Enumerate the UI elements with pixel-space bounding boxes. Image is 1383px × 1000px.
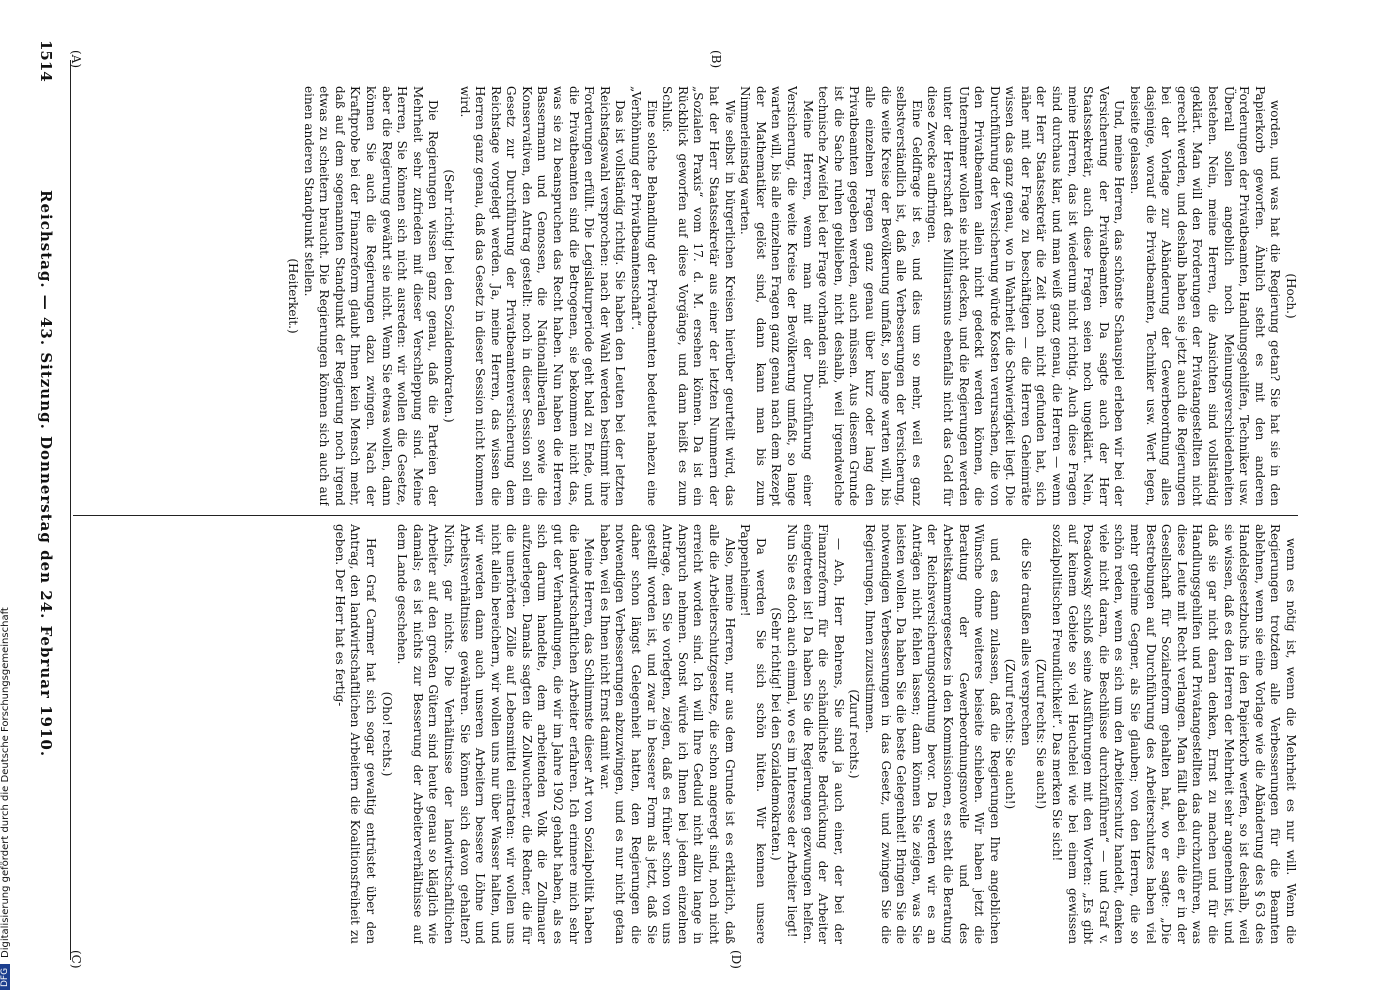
paragraph: Das ist vollständig richtig. Sie haben den Leuten bei der letzten Reichstagswahl versprochen: nach der Wahl werden bestimmt ihre Forderungen erfüllt. Die Legislaturperiode geht bald zu Ende, und die Privatbeamten sind die Betrogenen, sie bekommen nicht das, was sie zu beanspruchen das Recht haben. Nun haben die Herren Bassermann und Genossen, die Nationalliberalen sowie die Konservativen, den Antrag gestellt: noch in dieser Session soll ein Gesetz zur Durchführung der Privatbeamtenversicherung dem Reichstage vorgelegt werden. Ja, meine Herren, das wissen die Herren ganz genau, daß das Gesetz in dieser Session nicht kommen wird. bbox=[457, 86, 628, 506]
paragraph: Da werden Sie sich schön hüten. Wir kennen unsere Pappenheimer! bbox=[738, 524, 768, 944]
paragraph: Eine solche Behandlung der Privatbeamten bedeutet nahezu eine „Verhöhnung der Privatbeamtenschaft“. bbox=[629, 86, 659, 506]
interjection: (Oho! rechts.) bbox=[379, 691, 394, 777]
paragraph: Eine Geldfrage ist es, und dies um so mehr, weil es ganz selbstverständlich ist, daß alle Verbesserungen der Versicherung, die weite Kreise der Bevölkerung umfaßt, so lange warten will, bis alle einzelnen Fragen ganz genau über kurz oder lang den Privatbeamten gegeben werden, auch müssen. Aus diesem Grunde ist die Sache ruhen geblieben, nicht deshalb, weil irgendwelche technische Zweifel bei der Frage vorhanden sind. bbox=[816, 86, 924, 506]
dfg-logo-text: DFG bbox=[0, 967, 10, 987]
paragraph: worden, und was hat die Regierung getan? Sie hat sie in den Papierkorb geworfen. Ähnlich steht es mit den anderen Forderungen der Privatbeamten, Handlungsgehilfen, Techniker usw. Überall sollen angeblich noch Meinungsverschiedenheiten bestehen. Nein, meine Herren, die Ansichten sind vollständig geklärt. Man will den Forderungen der Privatangestellten nicht gerecht werden, und deshalb haben sie jetzt auch die Regierungen bei der Vorlage zur Abänderung der Gewerbeordnung alles dasjenige, worauf die Privatbeamten, Techniker usw. Wert legen, beiseite gelassen. bbox=[1128, 86, 1283, 506]
page-header bbox=[31, 40, 61, 960]
page-title: Reichstag. — 43. Sitzung. Donnerstag den 24. Februar 1910. bbox=[37, 190, 55, 758]
paragraph: Und, meine Herren, das schönste Schauspiel erleben wir bei der Versicherung der Privatbeamten. Da sagte auch der Herr Staatssekretär, auch diese Fragen seien noch ungeklärt. Nein, meine Herren, das ist wiederum nicht richtig. Auch diese Fragen sind durchaus klar, und man weiß ganz genau, die Herren — wenn der Herr Staatssekretär die Zeit noch nicht gefunden hat, sich näher mit der Frage zu beschäftigen — die Herren Geheimräte wissen das ganz genau, wo in Wahrheit die Schwierigkeit liegt. Die Durchführung der Versicherung würde Kosten verursachen, die von den Privatbeamten allein nicht gedeckt werden können, die Unternehmer wollen sie nicht decken, und die Regierungen werden unter der Herrschaft des Militarismus ebenfalls nicht das Geld für diese Zwecke aufbringen. bbox=[925, 86, 1127, 506]
margin-mark-d: (D) bbox=[729, 950, 743, 969]
right-column bbox=[78, 524, 1298, 944]
paragraph: Meine Herren, wenn man mit der Durchführung einer Versicherung, die weite Kreise der Bevölkerung umfaßt, so lange warten will, bis alle einzelnen Fragen ganz genau nach dem Rezept der Mathematiker gelöst sind, dann kann man bis zum Nimmerleinstag warten. bbox=[738, 86, 815, 506]
interjection: (Zuruf rechts: Sie auch!) bbox=[1034, 658, 1049, 810]
paragraph: wenn es nötig ist, wenn die Mehrheit es nur will. Wenn die Regierungen trotzdem alle Verbesserungen für die Beamten ablehnen, wenn sie eine Vorlage wie die Abänderung des § 63 des Handelsgesetzbuchs in den Papierkorb werfen, so ist deshalb, weil sie wissen, daß es den Herren der Mehrheit sehr angenehm ist, und daß sie gar nicht daran denken, Ernst zu machen und für die Handlungsgehilfen und Privatangestellten das durchzuführen, was diese Leute mit Recht verlangen. Man fällt dabei ein, die er in der Gesellschaft für Sozialreform gehalten hat, wo er sagte: „Die Bestrebungen auf Durchführung des Arbeiterschutzes haben viel mehr geheime Gegner, als Sie glauben; von den Herren, die so schön reden, wenn es sich um den Arbeiterschutz handelt, denken viele nicht daran, die Beschlüsse durchzuführen“ — und Graf v. Posadowsky schloß seine Ausführungen mit den Worten: „Es gibt auf keinem Gebiete so viel Heuchelei wie bei einem gewissen sozialpolitischen Freundlichkeit“. Das merken Sie sich! bbox=[1050, 524, 1298, 944]
paragraph: Wie selbst in bürgerlichen Kreisen hierüber geurteilt wird, das hat der Herr Staatssekretär aus einer der letzten Nummern der „Sozialen Praxis“ vom 17. d. M. ersehen können. Da ist ein Rückblick geworfen auf diese Vorgänge, und dann heißt es zum Schluß: bbox=[660, 86, 737, 506]
digitization-credit: Digitalisierung gefördert durch die Deutsche Forschungsgemeinschaft bbox=[0, 607, 11, 958]
page-number: 1514 bbox=[37, 40, 55, 82]
interjection: (Sehr richtig! bei den Sozialdemokraten.) bbox=[769, 607, 784, 861]
speaker-name: (Hoch.) bbox=[1284, 273, 1298, 319]
left-column bbox=[78, 86, 1298, 506]
column-divider bbox=[73, 515, 1298, 516]
interjection: (Zuruf rechts.) bbox=[847, 689, 862, 779]
header-rule bbox=[70, 60, 71, 960]
footer-credit bbox=[0, 0, 14, 1000]
interjection: (Heiterkeit.) bbox=[286, 258, 300, 334]
paragraph: Also, meine Herren, nur aus dem Grunde ist es erklärlich, daß alle die Arbeiterschutzgesetze, die schon angeregt sind, noch nicht erreicht worden sind. Ich will Ihre Geduld nicht allzu lange in Anspruch nehmen. Sonst würde ich Ihnen bei jedem einzelnen Antrage, den Sie vorlegten, zeigen, daß es früher schon von uns gestellt worden ist, und zwar in besserer Form als jetzt, daß Sie daher schon längst Gelegenheit hatten, den Regierungen die notwendigen Verbesserungen abzuzwingen, und es nur nicht getan haben, weil es Ihnen nicht Ernst damit war. bbox=[597, 524, 737, 944]
paragraph: Herr Graf Carmer hat sich sogar gewaltig entrüstet über den Antrag, den landwirtschaftlichen Arbeitern die Koalitionsfreiheit zu geben. Der Herr hat es fertig- bbox=[332, 524, 378, 944]
interjection: (Zuruf rechts: Sie auch!) bbox=[1003, 658, 1018, 810]
paragraph: — Ach, Herr Behrens, Sie sind ja auch einer, der bei der Finanzreform für die schändlichste Bedrückung der Arbeiter eingetreten ist! Da haben Sie die Regierungen gezwungen helfen. Nun Sie es doch auch einmal, wo es im Interesse der Arbeiter liegt! bbox=[785, 524, 846, 944]
paragraph: und es dann zulassen, daß die Regierungen Ihre angeblichen Wünsche ohne weiteres beiseite schieben. Wir haben jetzt die Beratung der Gewerbeordnungsnovelle und des Arbeitskammergesetzes in den Kommissionen, es steht die Beratung der Reichsversicherungsordnung bevor. Da werden wir es an Anträgen nicht fehlen lassen; dann können Sie zeigen, was Sie leisten wollen. Da haben Sie die beste Gelegenheit! Bringen Sie die notwendigen Verbesserungen in das Gesetz, und zwingen Sie die Regierungen, Ihnen zuzustimmen. bbox=[862, 524, 1002, 944]
interjection: (Sehr richtig! bei den Sozialdemokraten.) bbox=[441, 169, 456, 423]
paragraph: Meine Herren, das Schlimmste dieser Art von Sozialpolitik haben die landwirtschaftlichen Arbeiter erfahren. Ich erinnere mich sehr gut der Verhandlungen, die wir im Jahre 1902 gehabt haben, als es sich darum handelte, dem arbeitenden Volk die Zollmauer aufzuerlegen. Damals sagten die Zollwucherer, die Redner, die für die unerhörten Zölle auf Lebensmittel eintraten: wir wollen uns nicht allein bereichern, wir wollen uns nur über Wasser halten, und wir werden dann auch unseren Arbeitern bessere Löhne und Arbeitsverhältnisse gewähren. Sie können sich davon gehalten? Nichts, gar nichts. Die Verhältnisse der landwirtschaftlichen Arbeiter auf den großen Gütern sind heute genau so kläglich wie damals; es ist nichts zur Besserung der Arbeiterverhältnisse auf dem Lande geschehen. bbox=[395, 524, 597, 944]
margin-mark-b: (B) bbox=[709, 50, 723, 69]
paragraph: die Sie draußen alles versprechen bbox=[1018, 538, 1033, 746]
margin-mark-a: (A) bbox=[69, 50, 83, 69]
margin-mark-c: (C) bbox=[69, 950, 83, 969]
paragraph: Die Regierungen wissen ganz genau, daß die Parteien der Mehrheit sehr zufrieden mit dieser Verschleppung sind. Meine Herren, Sie können sich nicht ausreden: wir wollen die Gesetze, aber die Regierung gewährt sie nicht. Wenn Sie etwas wollen, dann können Sie auch die Regierungen dazu zwingen. Nach der Kraftprobe bei der Finanzreform glaubt Ihnen kein Mensch mehr, daß auf dem sogenannten Standpunkt der Regierung noch irgend etwas zu scheitern braucht. Die Regierungen können sich auch auf einen anderen Standpunkt stellen. bbox=[301, 86, 441, 506]
